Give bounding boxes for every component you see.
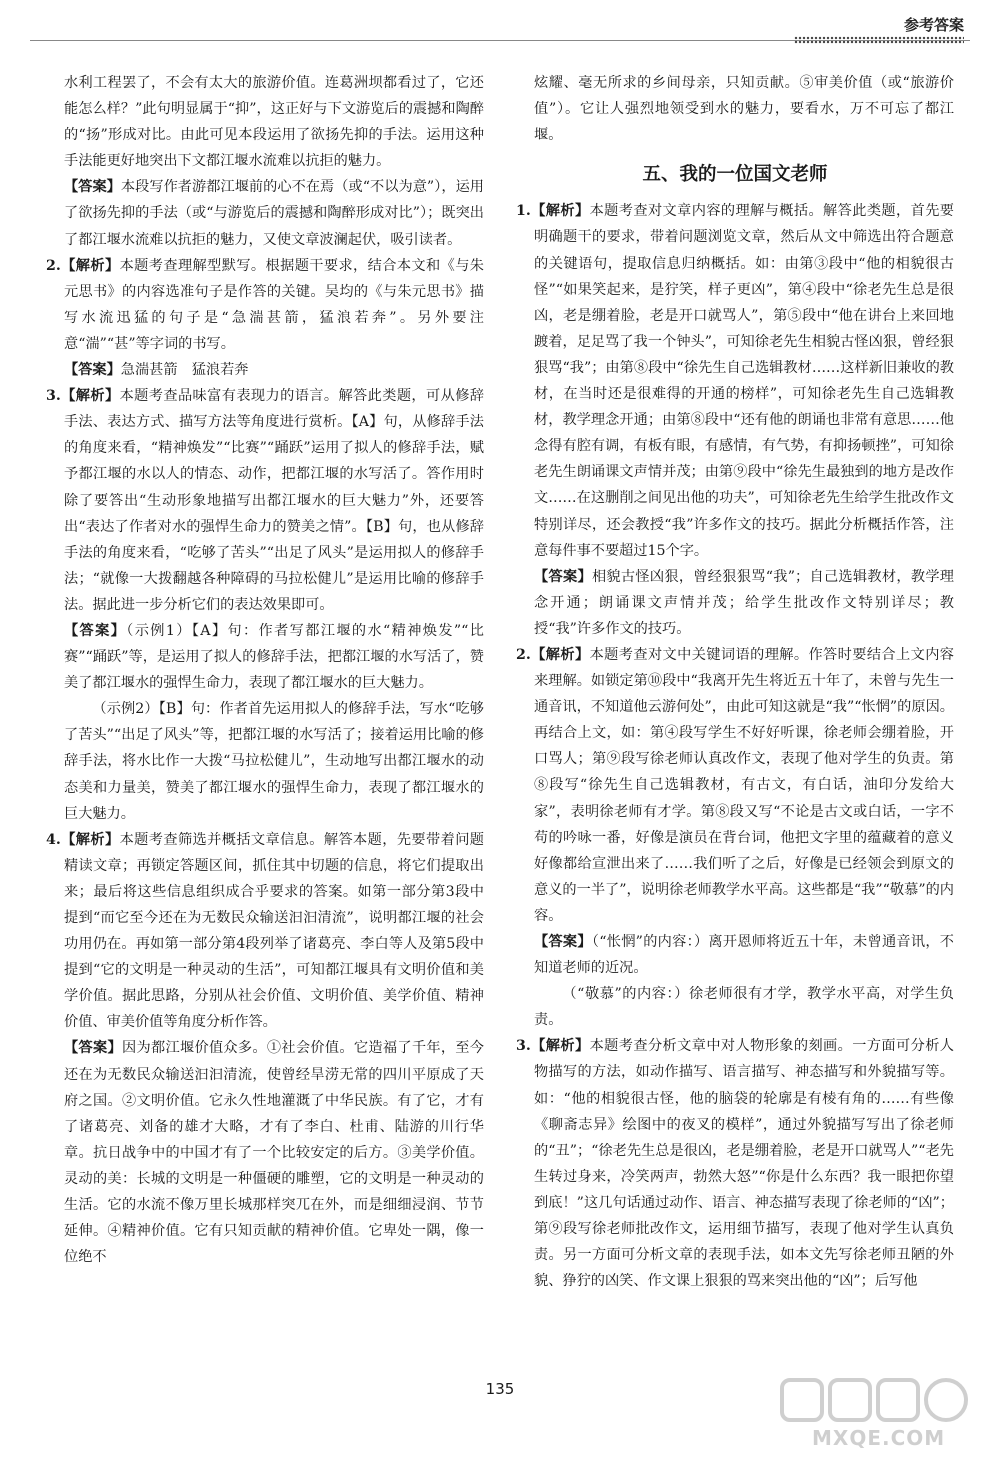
question-number: 3. (516, 1038, 531, 1055)
answer-block (516, 929, 954, 981)
intro-text: 水利工程罢了，不会有太大的旅游价值。连葛洲坝都看过了，它还能怎么样？”此句明显属于“抑”，这正好与下文游览后的震撼和陶醉的“扬”形成对比。由此可见本段运用了欲扬先抑的手法。运用这种手法能更好地突出下文都江堰水流难以抗拒的魅力。 (64, 75, 484, 170)
analysis-tag: 【解析】 (530, 203, 590, 220)
answer-tag: 【答案】 (64, 1040, 122, 1057)
section-title: 五、我的一位国文老师 (642, 164, 828, 186)
analysis-tag: 【解析】 (60, 831, 120, 848)
answer-text: （“怅惘”的内容：）离开恩师将近五十年，未曾通音讯，不知道老师的近况。 (534, 934, 954, 977)
answer-example-2: （示例2）【B】句：作者首先运用拟人的修辞手法，写水“吃够了苦头”“出足了风头”等，把都江堰的水写活了；接着运用比喻的修辞手法，将水比作一大拨“马拉松健儿”，生动地写出都江堰水的动态美和力量美，赞美了都江堰水的强悍生命力，表现了都江堰水的巨大魅力。 (64, 701, 484, 822)
answer-text: 因为都江堰价值众多。①社会价值。它造福了千年，至今还在为无数民众输送汩汩清流，使曾经旱涝无常的四川平原成了天府之国。②文明价值。它永久性地灌溉了中华民族。有了它，才有了诸葛亮、刘备的雄才大略，才有了李白、杜甫、陆游的川行华章。抗日战争中的中国才有了一个比较安定的后方。③美学价值。灵动的美：长城的文明是一种僵硬的雕塑，它的文明是一种灵动的生活。它的水流不像万里长城那样突兀在外，而是细细浸润、节节延伸。④精神价值。它有只知贡献的精神价值。它卑处一隅，像一位绝不 (64, 1040, 484, 1266)
analysis-text: 本题考查对文中关键词语的理解。作答时要结合上文内容来理解。如锁定第⑩段中“我离开先生将近五十年了，未曾与先生一通音讯，不知道他云游何处”，由此可知这就是“我”“怅惘”的原因。再结合上文，如：第④段写学生不好好听课，徐老师会绷着脸，开口骂人；第⑨段写徐老师认真改作文，表现了他对学生的负责。第⑧段写“徐先生自己选辑教材，有古文，有白话，油印分发给大家”，表明徐老师有才学。第⑧段又写“不论是古文或白话，一字不苟的吟咏一番，好像是演员在背台词，他把文字里的蕴藏着的意义好像都给宣泄出来了……我们听了之后，好像是已经领会到原文的意义的一半了”，说明徐老师教学水平高。这些都是“我”“敬慕”的内容。 (534, 646, 954, 924)
answer-tag: 【答案】 (64, 622, 127, 639)
answer-second-part: （“敬慕”的内容：）徐老师很有才学，教学水平高，对学生负责。 (534, 986, 954, 1029)
answer-text: 相貌古怪凶狠，曾经狠狠骂“我”；自己选辑教材，教学理念开通；朗诵课文声情并茂；给学生批改作文特别详尽；教授“我”许多作文的技巧。 (534, 568, 954, 637)
analysis-text: 本题考查品味富有表现力的语言。解答此类题，可从修辞手法、表达方式、描写方法等角度进行赏析。【A】句，从修辞手法的角度来看，“精神焕发”“比赛”“踊跃”运用了拟人的修辞手法，赋予都江堰的水以人的情态、动作，把都江堰的水写活了。答作用时除了要答出“生动形象地描写出都江堰水的巨大魅力”外，还要答出“表达了作者对水的强悍生命力的赞美之情”。【B】句，也从修辞手法的角度来看，“吃够了苦头”“出足了风头”是运用拟人的修辞手法；“就像一大拨翻越各种障碍的马拉松健儿”是运用比喻的修辞手法。据此进一步分析它们的表达效果即可。 (64, 388, 484, 613)
watermark-logo (778, 1374, 974, 1424)
question-block (46, 383, 484, 618)
answer-text: （示例1）【A】句：作者写都江堰的水“精神焕发”“比赛”“踊跃”等，是运用了拟人的修辞手法，把都江堰的水写活了，赞美了都江堰水的强悍生命力，表现了都江堰水的巨大魅力。 (64, 622, 484, 692)
question-block (46, 253, 484, 357)
analysis-tag: 【解析】 (530, 646, 590, 663)
question-block (46, 827, 484, 1036)
question-number: 2. (46, 257, 61, 274)
answer-block (46, 618, 484, 696)
question-number: 3. (46, 388, 61, 405)
analysis-text: 本题考查理解型默写。根据题干要求，结合本文和《与朱元思书》的内容选准句子是作答的关键。吴均的《与朱元思书》描写水流迅猛的句子是“急湍甚箭，猛浪若奔”。另外要注意“湍”“甚”等字词的书写。 (64, 257, 484, 352)
analysis-text: 本题考查筛选并概括文章信息。解答本题，先要带着问题精读文章；再锁定答题区间，抓住其中切题的信息，将它们提取出来；最后将这些信息组织成合乎要求的答案。如第一部分第3段中提到“而它至今还在为无数民众输送汩汩清流”，说明都江堰的社会功用仍在。再如第一部分第4段列举了诸葛亮、李白等人及第5段中提到“它的文明是一种灵动的生活”，可知都江堰具有文明价值和美学价值。据此思路，分别从社会价值、文明价值、美学价值、精神价值、审美价值等角度分析作答。 (64, 831, 484, 1031)
analysis-tag: 【解析】 (530, 1038, 590, 1055)
left-column (46, 70, 484, 1270)
analysis-text: 本题考查对文章内容的理解与概括。解答此类题，首先要明确题干的要求，带着问题浏览文章，然后从文中筛选出符合题意的关键语句，提取信息归纳概括。如：由第③段中“他的相貌很古怪”“如果笑起来，是狞笑，样子更凶”，第④段中“徐老先生总是很凶，老是绷着脸，老是开口就骂人”，第⑤段中“他在讲台上来回地踱着，足足骂了我一个钟头”，可知徐老先生相貌古怪凶狠，曾经狠狠骂“我”；由第⑧段中“徐先生自己选辑教材……这样新旧兼收的教材，在当时还是很难得的开通的榜样”，可知徐老先生自己选辑教材，教学理念开通；由第⑧段中“还有他的朗诵也非常有意思……他念得有腔有调，有板有眼，有感情，有气势，有抑扬顿挫”，可知徐老先生朗诵课文声情并茂；由第⑨段中“徐先生最独到的地方是改作文……在这删削之间见出他的功夫”，可知徐老先生给学生批改作文特别详尽，还会教授“我”许多作文的技巧。据此分析概括作答，注意每件事不要超过15个字。 (534, 203, 954, 559)
right-column (516, 70, 954, 1294)
answer-tag: 【答案】 (534, 568, 592, 585)
answer-text: 急湍甚箭 猛浪若奔 (120, 362, 249, 379)
answer-block (516, 564, 954, 642)
header-label: 参考答案 (903, 16, 964, 34)
question-block (516, 642, 954, 929)
answer-block (46, 357, 484, 383)
question-block (516, 198, 954, 563)
question-number: 2. (516, 646, 531, 663)
analysis-text: 本题考查分析文章中对人物形象的刻画。一方面可分析人物描写的方法，如动作描写、语言描写、神态描写和外貌描写等。如：“他的相貌很古怪，他的脑袋的轮廓是有棱有角的……有些像《聊斋志异》绘图中的夜叉的模样”，通过外貌描写写出了徐老师的“丑”；“徐老先生总是很凶，老是绷着脸，老是开口就骂人”“老先生转过身来，冷笑两声，勃然大怒”“你是什么东西？我一眼把你望到底！”这几句话通过动作、语言、神态描写表现了徐老师的“凶”；第⑨段写徐老师批改作文，运用细节描写，表现了他对学生认真负责。另一方面可分析文章的表现手法，如本文先写徐老师丑陋的外貌、狰狞的凶笑、作文课上狠狠的骂来突出他的“凶”；后写他 (534, 1038, 954, 1290)
continued-text: 炫耀、毫无所求的乡间母亲，只知贡献。⑤审美价值（或“旅游价值”）。它让人强烈地领受到水的魅力，要看水，万不可忘了都江堰。 (534, 75, 954, 144)
answer-block (46, 1035, 484, 1270)
header-rule (30, 40, 970, 41)
answer-block (46, 174, 484, 252)
answer-text: 本段写作者游都江堰前的心不在焉（或“不以为意”），运用了欲扬先抑的手法（或“与游览后的震撼和陶醉形成对比”）；既突出了都江堰水流难以抗拒的魅力，又使文章波澜起伏，吸引读者。 (64, 179, 484, 248)
watermark-url: MXQE.COM (812, 1426, 946, 1450)
question-number: 1. (516, 203, 531, 220)
answer-tag: 【答案】 (534, 934, 592, 950)
analysis-tag: 【解析】 (60, 257, 120, 274)
page-number: 135 (485, 1380, 515, 1398)
answer-tag: 【答案】 (64, 362, 121, 379)
answer-tag: 【答案】 (64, 179, 121, 196)
question-number: 4. (46, 831, 61, 848)
analysis-tag: 【解析】 (60, 388, 120, 405)
question-block (516, 1033, 954, 1294)
watermark (778, 1374, 974, 1452)
